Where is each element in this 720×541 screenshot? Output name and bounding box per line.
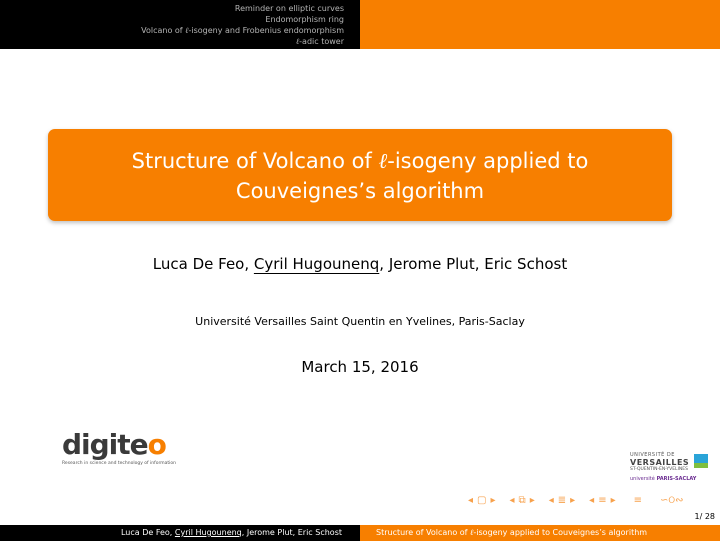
- authors: Luca De Feo, Cyril Hugounenq, Jerome Plut, Eric Schost: [152, 255, 568, 273]
- presentation-title: Structure of Volcano of ℓ-isogeny applied to Couveignes’s algorithm: [131, 149, 589, 203]
- frame-icon[interactable]: ▢: [477, 495, 487, 506]
- search-zoom-icon[interactable]: ∽ଠ∾: [660, 495, 684, 506]
- frames-icon[interactable]: ⧉: [518, 495, 526, 506]
- nav-section-4[interactable]: ℓ-adic tower: [295, 37, 344, 46]
- footer-left-panel: [0, 525, 360, 541]
- footer-right-panel: [360, 525, 720, 541]
- right-arrow-icon[interactable]: ▸: [570, 495, 576, 506]
- footer-authors: Luca De Feo, Cyril Hugounenq, Jerome Plut, Eric Schost: [120, 528, 342, 537]
- nav-section-1[interactable]: Reminder on elliptic curves: [234, 4, 344, 13]
- left-arrow-icon[interactable]: ◂: [589, 495, 595, 506]
- section-icon[interactable]: ≡: [598, 495, 607, 506]
- nav-section-2[interactable]: Endomorphism ring: [265, 15, 344, 24]
- left-arrow-icon[interactable]: ◂: [548, 495, 554, 506]
- footer-bar: [0, 525, 720, 541]
- uvsq-logo: UNIVERSITÉ DE VERSAILLES ST-QUENTIN-EN-YVELINES université PARIS-SACLAY: [630, 452, 712, 492]
- presenter-name: Cyril Hugounenq: [253, 255, 380, 273]
- digiteo-logo: digiteo Research in science and technology of information: [62, 428, 177, 466]
- page-number: 1/ 28: [694, 512, 715, 521]
- footer-title: Structure of Volcano of ℓ-isogeny applied to Couveignes’s algorithm: [376, 528, 648, 537]
- section-navigation: [141, 3, 344, 47]
- uvsq-emblem-icon: [694, 454, 708, 468]
- right-arrow-icon[interactable]: ▸: [490, 495, 496, 506]
- header-bar: [0, 0, 720, 49]
- beamer-navigation: [468, 494, 683, 508]
- align-icon[interactable]: ≡: [633, 495, 643, 506]
- left-arrow-icon[interactable]: ◂: [509, 495, 515, 506]
- right-arrow-icon[interactable]: ▸: [610, 495, 616, 506]
- left-arrow-icon[interactable]: ◂: [468, 495, 474, 506]
- nav-section-3[interactable]: Volcano of ℓ-isogeny and Frobenius endomorphism: [141, 26, 344, 35]
- affiliation: Université Versailles Saint Quentin en Yvelines, Paris-Saclay: [195, 315, 525, 328]
- right-arrow-icon[interactable]: ▸: [529, 495, 535, 506]
- title-block: [48, 129, 672, 221]
- subsection-icon[interactable]: ≣: [557, 495, 567, 506]
- header-right-panel: [360, 0, 720, 49]
- header-left-panel: [0, 0, 360, 49]
- date: March 15, 2016: [301, 358, 419, 376]
